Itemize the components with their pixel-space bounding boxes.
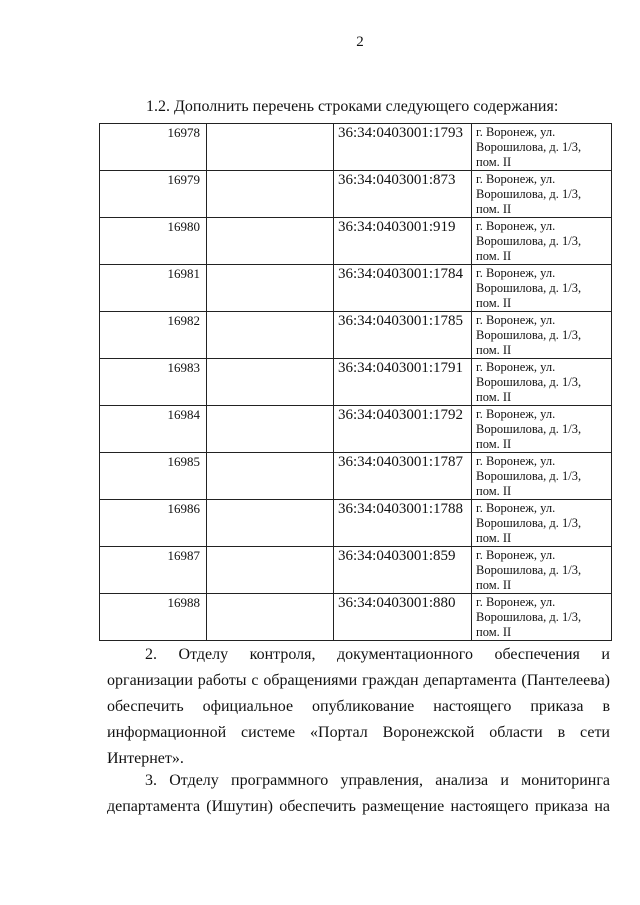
address-line: пом. II — [476, 484, 512, 498]
address-line: пом. II — [476, 625, 512, 639]
address-line: г. Воронеж, ул. — [476, 360, 556, 374]
row-number-cell: 16981 — [100, 265, 207, 312]
cadastral-number-cell: 36:34:0403001:873 — [334, 171, 472, 218]
address-line: Ворошилова, д. 1/3, — [476, 563, 582, 577]
address-cell — [472, 453, 612, 500]
address-line: г. Воронеж, ул. — [476, 548, 556, 562]
address-line: пом. II — [476, 578, 512, 592]
table-row — [100, 124, 612, 171]
address-line: пом. II — [476, 249, 512, 263]
address-cell — [472, 265, 612, 312]
table-row — [100, 312, 612, 359]
address-line: г. Воронеж, ул. — [476, 266, 556, 280]
data-table — [99, 123, 612, 641]
cadastral-number-cell: 36:34:0403001:1792 — [334, 406, 472, 453]
page-number: 2 — [356, 34, 364, 50]
address-line: Ворошилова, д. 1/3, — [476, 610, 582, 624]
address-line: г. Воронеж, ул. — [476, 454, 556, 468]
address-line: Ворошилова, д. 1/3, — [476, 422, 582, 436]
address-line: пом. II — [476, 390, 512, 404]
cadastral-number-cell: 36:34:0403001:1784 — [334, 265, 472, 312]
table-row — [100, 547, 612, 594]
empty-cell — [207, 171, 334, 218]
table-row — [100, 265, 612, 312]
row-number-cell: 16985 — [100, 453, 207, 500]
address-line: г. Воронеж, ул. — [476, 172, 556, 186]
address-line: Ворошилова, д. 1/3, — [476, 375, 582, 389]
address-line: пом. II — [476, 155, 512, 169]
address-cell — [472, 218, 612, 265]
address-line: Ворошилова, д. 1/3, — [476, 140, 582, 154]
table-row — [100, 594, 612, 641]
address-cell — [472, 406, 612, 453]
paragraph-2: 2. Отделу контроля, документационного обеспечения и организации работы с обращениями граждан департамента (Пантелеева) обеспечить официальное опубликование настоящего приказа в информационной системе «Портал Воронежской области в сети Интернет». — [107, 646, 610, 767]
table-row — [100, 406, 612, 453]
address-line: Ворошилова, д. 1/3, — [476, 234, 582, 248]
cadastral-number-cell: 36:34:0403001:1788 — [334, 500, 472, 547]
cadastral-number-cell: 36:34:0403001:919 — [334, 218, 472, 265]
address-line: г. Воронеж, ул. — [476, 125, 556, 139]
row-number-cell: 16979 — [100, 171, 207, 218]
cadastral-number-cell: 36:34:0403001:1791 — [334, 359, 472, 406]
empty-cell — [207, 359, 334, 406]
table-row — [100, 453, 612, 500]
row-number-cell: 16986 — [100, 500, 207, 547]
table-row — [100, 359, 612, 406]
address-line: Ворошилова, д. 1/3, — [476, 469, 582, 483]
address-line: г. Воронеж, ул. — [476, 595, 556, 609]
address-cell — [472, 359, 612, 406]
address-line: пом. II — [476, 531, 512, 545]
empty-cell — [207, 547, 334, 594]
row-number-cell: 16978 — [100, 124, 207, 171]
row-number-cell: 16987 — [100, 547, 207, 594]
address-line: Ворошилова, д. 1/3, — [476, 187, 582, 201]
cadastral-number-cell: 36:34:0403001:1785 — [334, 312, 472, 359]
row-number-cell: 16983 — [100, 359, 207, 406]
empty-cell — [207, 265, 334, 312]
empty-cell — [207, 500, 334, 547]
address-line: пом. II — [476, 437, 512, 451]
table-row — [100, 218, 612, 265]
paragraph-3: 3. Отделу программного управления, анализа и мониторинга департамента (Ишутин) обеспечить размещение настоящего приказа на — [107, 772, 610, 815]
row-number-cell: 16988 — [100, 594, 207, 641]
address-line: пом. II — [476, 296, 512, 310]
empty-cell — [207, 453, 334, 500]
address-line: г. Воронеж, ул. — [476, 501, 556, 515]
table-body — [100, 124, 612, 641]
row-number-cell: 16982 — [100, 312, 207, 359]
table-row — [100, 171, 612, 218]
cadastral-number-cell: 36:34:0403001:859 — [334, 547, 472, 594]
address-cell — [472, 171, 612, 218]
address-cell — [472, 547, 612, 594]
row-number-cell: 16984 — [100, 406, 207, 453]
address-line: Ворошилова, д. 1/3, — [476, 281, 582, 295]
table-row — [100, 500, 612, 547]
address-cell — [472, 124, 612, 171]
cadastral-number-cell: 36:34:0403001:880 — [334, 594, 472, 641]
cadastral-number-cell: 36:34:0403001:1787 — [334, 453, 472, 500]
empty-cell — [207, 312, 334, 359]
address-cell — [472, 500, 612, 547]
cadastral-number-cell: 36:34:0403001:1793 — [334, 124, 472, 171]
address-line: г. Воронеж, ул. — [476, 219, 556, 233]
address-line: г. Воронеж, ул. — [476, 313, 556, 327]
row-number-cell: 16980 — [100, 218, 207, 265]
address-line: пом. II — [476, 343, 512, 357]
address-cell — [472, 312, 612, 359]
empty-cell — [207, 594, 334, 641]
address-cell — [472, 594, 612, 641]
empty-cell — [207, 124, 334, 171]
address-line: Ворошилова, д. 1/3, — [476, 328, 582, 342]
empty-cell — [207, 218, 334, 265]
address-line: г. Воронеж, ул. — [476, 407, 556, 421]
intro-text: 1.2. Дополнить перечень строками следующего содержания: — [146, 98, 559, 115]
empty-cell — [207, 406, 334, 453]
address-line: Ворошилова, д. 1/3, — [476, 516, 582, 530]
address-line: пом. II — [476, 202, 512, 216]
